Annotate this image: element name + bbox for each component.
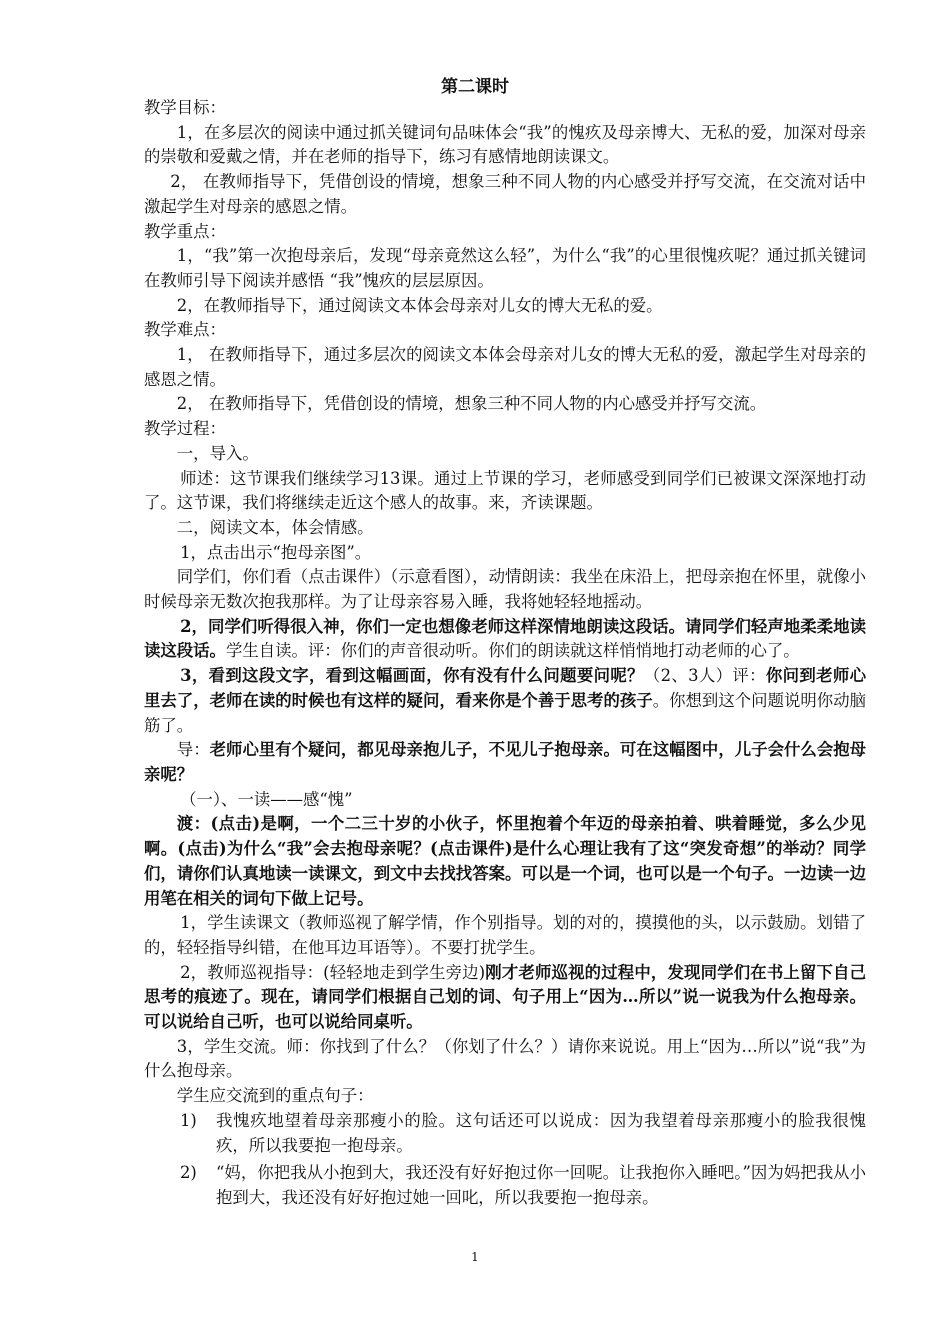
key-point-1: 1，“我”第一次抱母亲后，发现“母亲竟然这么轻”，为什么“我”的心里很愧疚呢？通过抓关键词在教师引导下阅读并感悟 “我”愧疚的层层原因。 xyxy=(144,246,866,290)
paragraph-student-read-text: 1，学生读课文（教师巡视了解学情，作个别指导。划的对的，摸摸他的头，以示鼓励。划错了的，轻轻指导纠错，在他耳边耳语等）。不要打扰学生。 xyxy=(144,913,866,957)
heading-difficulties: 教学难点： xyxy=(144,320,226,340)
section-1-heading: 一，导入。 xyxy=(176,443,259,463)
list-item xyxy=(144,1161,866,1210)
emphasis-text: 刚才老师巡视的过程中，发现同学们在书上留下自己思考的痕迹了。现在，请同学们根据自己划的词、句子用上“因为…所以”说一说我为什么抱母亲。可以说给自己听，也可以说给同桌听。 xyxy=(144,962,866,1032)
document-body xyxy=(144,96,866,1214)
goal-2: 2， 在教师指导下，凭借创设的情境，想象三种不同人物的内心感受并抒写交流，在交流对话中激起学生对母亲的感恩之情。 xyxy=(144,172,866,216)
list-item-number: 1) xyxy=(180,1110,197,1130)
heading-key-points: 教学重点： xyxy=(144,221,226,241)
emphasis-text: 老师心里有个疑问，都见母亲抱儿子，不见儿子抱母亲。可在这幅图中，儿子会什么会抱母亲呢？ xyxy=(144,740,867,784)
page-number: 1 xyxy=(471,1250,479,1264)
emphasis-text: 2，同学们听得很入神，你们一定也想像老师这样深情地朗读这段话。请同学们轻声地柔柔地读读这段话。 xyxy=(144,616,866,661)
paragraph-transition: 渡：(点击)是啊，一个二三十岁的小伙子，怀里抱着个年迈的母亲拍着、哄着睡觉，多么少见啊。(点击)为什么“我”会去抱母亲呢？(点击课件)是什么心理让我有了这“突发奇想”的举动？同学们，请你们认真地读一读课文，到文中去找找答案。可以是一个词，也可以是一个句子。一边读一边用笔在相关的词句下做上记号。 xyxy=(144,814,866,908)
plain-text: （2、3人）评： xyxy=(643,666,766,686)
plain-text: 。你想到这个问题说明你动脑筋了。 xyxy=(144,690,867,735)
difficulty-2: 2， 在教师指导下，凭借创设的情境，想象三种不同人物的内心感受并抒写交流。 xyxy=(176,394,767,414)
paragraph-exchange: 3，学生交流。师：你找到了什么？（你划了什么？）请你来说说。用上“因为…所以”说“我”为什么抱母亲。 xyxy=(144,1036,866,1081)
plain-text: 导： xyxy=(176,740,210,760)
heading-goals: 教学目标： xyxy=(144,98,226,117)
section-2-heading: 二，阅读文本，体会情感。 xyxy=(176,517,374,537)
emphasis-text: 3，看到这段文字，看到这幅画面，你有没有什么问题要问呢？ xyxy=(180,666,644,686)
paragraph-key-sentences-label: 学生应交流到的重点句子： xyxy=(176,1086,374,1106)
plain-text: 2，教师巡视指导：(轻轻地走到学生旁边) xyxy=(180,962,486,982)
plain-text: 学生自读。评：你们的声音很动听。你们的朗读就这样悄悄地打动老师的心了。 xyxy=(225,641,800,661)
key-sentence-list xyxy=(144,1109,866,1211)
paragraph-guide xyxy=(144,738,866,787)
paragraph-questions xyxy=(144,664,866,738)
goal-1: 1，在多层次的阅读中通过抓关键词句品味体会“我”的愧疚及母亲博大、无私的爱，加深对母亲的崇敬和爱戴之情，并在老师的指导下，练习有感情地朗读课文。 xyxy=(144,122,866,167)
paragraph-intro: 师述：这节课我们继续学习13课。通过上节课的学习，老师感受到同学们已被课文深深地打动了。这节课，我们将继续走近这个感人的故事。来，齐读课题。 xyxy=(144,468,866,513)
emphasis-text: 你问到老师心里去了，老师在读的时候也有这样的疑问，看来你是个善于思考的孩子 xyxy=(144,666,867,710)
difficulty-1: 1， 在教师指导下，通过多层次的阅读文本体会母亲对儿女的博大无私的爱，激起学生对母亲的感恩之情。 xyxy=(144,345,866,389)
paragraph-student-reading xyxy=(144,615,866,664)
paragraph-show-picture: 1，点击出示“抱母亲图”。 xyxy=(180,542,372,562)
heading-process: 教学过程： xyxy=(144,419,226,439)
key-point-2: 2，在教师指导下，通过阅读文本体会母亲对儿女的博大无私的爱。 xyxy=(176,295,663,315)
subsection-heading: （一）、一读——感“愧” xyxy=(180,789,353,809)
paragraph-teacher-tour xyxy=(144,961,866,1035)
page-title: 第二课时 xyxy=(441,77,509,97)
list-item-text: “妈，你把我从小抱到大，我还没有好好抱过你一回呢。让我抱你入睡吧。”因为妈把我从小抱到大，我还没有好好抱过她一回叱，所以我要抱一抱母亲。 xyxy=(216,1163,866,1207)
list-item-text: 我愧疚地望着母亲那瘦小的脸。这句话还可以说成：因为我望着母亲那瘦小的脸我很愧疚，所以我要抱一抱母亲。 xyxy=(216,1110,866,1155)
paragraph-read-aloud: 同学们，你们看（点击课件）（示意看图），动情朗读：我坐在床沿上，把母亲抱在怀里，就像小时候母亲无数次抱我那样。为了让母亲容易入睡，我将她轻轻地摇动。 xyxy=(144,567,866,612)
list-item xyxy=(144,1109,866,1158)
list-item-number: 2) xyxy=(180,1163,197,1183)
